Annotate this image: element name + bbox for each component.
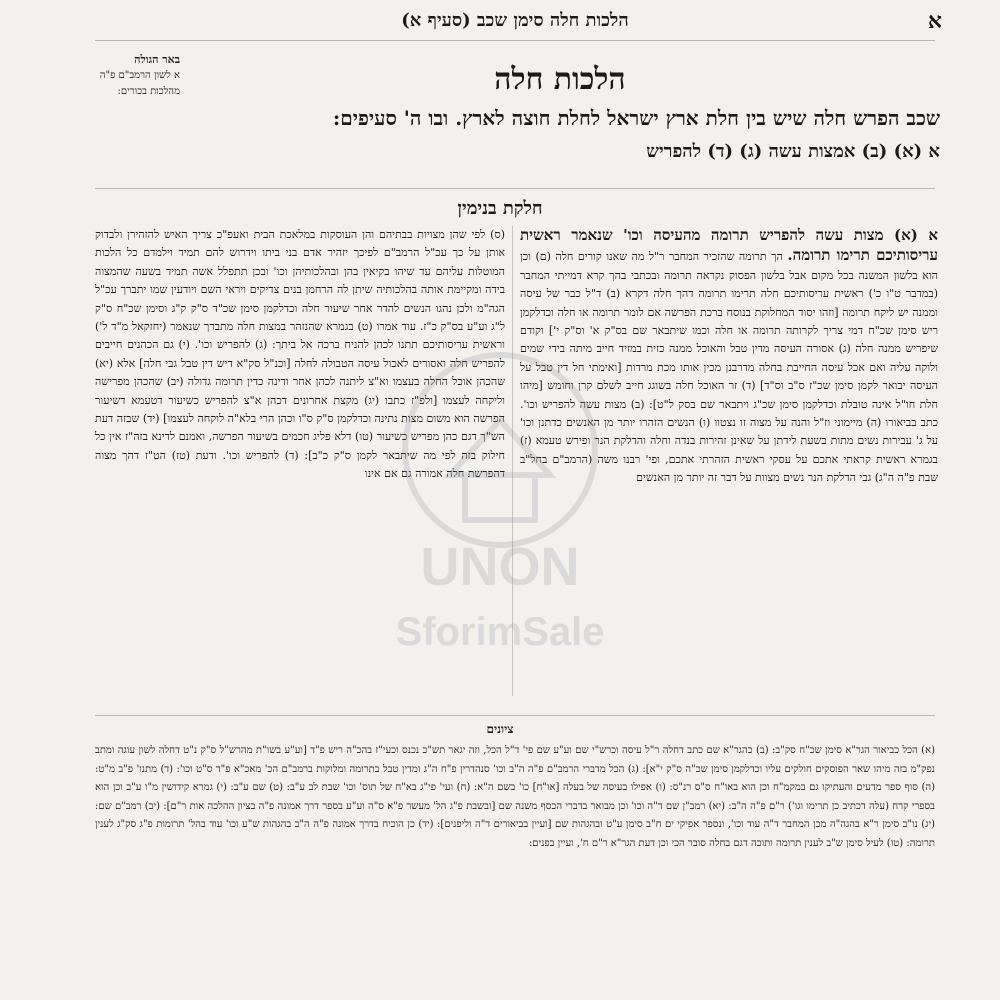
commentary-title: חלקת בנימין bbox=[457, 198, 543, 219]
commentary-column-left bbox=[95, 226, 505, 696]
beer-hagolah-title: באר הגולה bbox=[134, 53, 180, 66]
watermark-text-top: UNON bbox=[420, 537, 580, 597]
page-number-letter: א bbox=[927, 8, 942, 34]
tziunim-notes: (א) הכל כביאור הגר"א סימן שכ"ח סק"ב: (ב) כהגר"א שם כתב דחלה ר"ל עיסה וכרש"י שם וע"ע שם פי' ד"ל הכל, וזה יגאר תש"כ נכנס וכעי"ז בהכ"ה ריש פ"ד [וע"ע בשו"ת מהרש"ל ס"ק נ"ט דחלה לשון עוגה ומתב נפק"מ בזה מיהו שאר הפוסקים חולקים עליו וכדלקמן סימן שכ"ה ס"ק י"א]: (ג) הכל מדברי הרמב"ם פ"ה ה"ב וכו' סנהדרין פ"ח ה"ג ומדין טבל בתרומה ומלוקות ברמב"ם הכ' מאכ"א פ"ד ס"ט וכו': (ד) מתנו' פ"ב מ"ט: (ה) סוף ספר מדעים והעתיקו גם במקמ"ח וכן הוא באו"ח ס"ס רנ"ס: (ו) אפילו בעיסה של בעלה [או"ח] כו' בשם ה"א: (ח) ועי' פי"ג בא"ח של תוס' וכו' שבת לב ע"ב: (ט) שם ע"ב: (י) גמרא קידושין מ"ו ע"ב וכן הוא בספרי קרח (עלה דכתיב כן תרימו וגו') ר"ם פ"ה ה"ב: (יא) רמב"ן שם ד"ה וכו' וכן מבואר בדברי הכסף משנה שם [ובשבת פ"ג הל' מעשר פ"א ס"ה וע"ע בספר דרך אמונה פ"ה בציון ההלכה אות ר"ם]: (יב) רמב"ם שם: (יג) נו"ב סימן ר"א בהגה"ה מכן המחבר ד"ה עוד וכו', ונספר אפיקי ים ח"ב סימן ע"ט ובהגהות שם [ועיין בביאורים ד"ה וליפנים]: (יד) כן הוכיח בדרך אמונה פ"ה ה"ב בהגהות ש"ע וכו' עוד בהל' תרומות פ"ג סק"ג לענין תרומה: (טו) לעיל סימן ש"ב לענין תרומה ותוכה דגם בחלה סובר הכי וכן דעת הגר"א ר"ם ח', ועיין בפנים: bbox=[95, 745, 935, 849]
commentary-column-right bbox=[520, 226, 938, 696]
beer-hagolah-text: א לשון הרמב"ם פ"ה מהלכות בכורים: bbox=[99, 70, 180, 97]
beer-hagolah-note bbox=[94, 52, 180, 100]
running-header: הלכות חלה סימן שכב (סעיף א) bbox=[401, 10, 629, 31]
watermark-text-bottom: SforimSale bbox=[395, 610, 605, 654]
commentary-left-text: (ס) לפי שהן מצויות בבתיהם והן העוסקות במלאכת הבית ואעפ"כ צריך האיש להזהירן ולבדוק אותן על כך עכ"ל הרמב"ם לפיכך יזהיר אדם בני ביתו וידרוש להם תמיד וילמדם כל הלכות המוטלות עליהם עד שיהו בקיאין בהן ובהלכותיהן וכו' ובכן תתפלל אשה תמיד בשעה שהמצוה בידה ומקיימת אותה בהלכותיה שיתן לה הרחמן בנים צדיקים ויראי השם ויודעין שמו יתברך עכ"ל הגה"מ ולכן נהגו הנשים להדר אחר שיעור חלה וכדלקמן סימן שכ"ד ס"ק ק"ג וסימן שכ"ח ס"ק ל"ג וע"ע בס"ק כ"ז. עוד אמרו (ט) בגמרא שהנזהר במצות חלה מתברך שנאמר (יחזקאל מ"ד ל') וראשית עריסותיכם תתנו לכהן להניח ברכה אל ביתך: (ג) להפריש וכו'. (י) גם הכהנים חייבים להפריש חלה ואסורים לאכול עיסה הטבולה לחלה [וכנ"ל סק"א דיש דין טבל גבי חלה] אלא (יא) שהכהן אוכל החלה בעצמו וא"צ ליתנה לכהן אחר ודינה כדין תרומה גדולה (יב) שהכהן מפרישה וליקחה לעצמו [ולפ"ז כתבו (יג) מקצת אחרונים דכהן א"צ להפריש כשיעור דטעמא דשיעור הפרשה הוא משום מצות נתינה וכדלקמן ס"ק ס"ו וכהן הרי בלא"ה לוקחה לעצמו] (יד) שבזה דעת הש"ך דגם כהן מפריש כשיעור (טו) דלא פליג חכמים בשיעור הפרשה, ואמנם לדינא בזה"ז אין כל חילוק בזה לפי מה שיתבאר לקמן ס"ק כ"ב]: (ד) להפריש וכו'. ודעת (טז) הט"ז דהך מצוה דהפרשת חלה אמורה גם אם אינו bbox=[95, 228, 505, 481]
commentary-divider bbox=[95, 188, 935, 189]
header-divider bbox=[95, 40, 935, 41]
commentary-lead: א (א) מצות עשה להפריש תרומה מהעיסה וכו' שנאמר ראשית עריסותיכם תרימו תרומה. bbox=[520, 226, 938, 265]
tziunim-divider bbox=[95, 715, 935, 716]
siman-heading: שכב הפרש חלה שיש בין חלת ארץ ישראל לחלת חוצה לארץ. ובו ה' סעיפים: bbox=[332, 106, 940, 130]
commentary-right-text: הך תרומה שהזכיר המחבר ר"ל מה שאנו קורים חלה (ם) וכן הוא בלשון המשנה בכל מקום אבל בלשון הפסוק נקראה תרומה ובכתבי בהך קרא דמייתי המחבר (במדבר ט"ו כ') ראשית עריסותיכם חלה תרימו תרומה דהך חלה דקרא (ב) ד"ל כבר של עיסה וממנה יש ליקח תרומה [וזהו יסוד המחלוקת בנוסח ברכת הפרשה אם לומר תרומה או חלה וכדלקמן ריש סימן שכ"ח דמי צריך לקרותה תרומה או חלה וכמו שיתבאר שם בס"ק א' וס"ק י'] וקודם שיפריש ממנה חלה (ג) אסורה העיסה מדין טבל והאוכל ממנה כזית במזיד חייב מיתה בידי שמים ולוקה עליה ואם אכל עיסה החייבת בחלה מדרבנן מכין אותו מכת מרדות [ואימתי חל דין טבל על העיסה יבואר לקמן סימן שכ"ז ס"ב וס"ד] (ד) זר האוכל חלה בשוגג חייב לשלם קרן וחומש [מיהו חלת חו"ל אינה טובלת וכדלקמן סימן שכ"ג ויתבאר שם בסק ל"ט]: (ב) מצות עשה להפריש וכו'. כתב בביאורו (ה) מיימוני וז"ל והנה על מצוה זו נצטוו (ו) הנשים הזהרו יותר מן האנשים כדתנן וכו' על ג' עבירות נשים מתות בשעת לידתן על שאינן זהירות בנדה וחלה והדלקת הנר ופירש טעמא (ז) בגמרא ראשית קראתי אתכם על עסקי ראשית הזהרתי אתכם, ופי' רבנו משה (הרמב"ם בחל"ב שבת פ"ה ה"ג) גבי הדלקת הנר נשים מצוות על דבר זה יותר מן האנשים bbox=[520, 250, 938, 485]
column-divider bbox=[512, 226, 513, 696]
tziunim-title: ציונים bbox=[486, 722, 514, 736]
seif-text: א (א) (ב) אמצות עשה (ג) (ד) להפריש bbox=[646, 141, 940, 162]
section-title: הלכות חלה bbox=[494, 62, 626, 97]
